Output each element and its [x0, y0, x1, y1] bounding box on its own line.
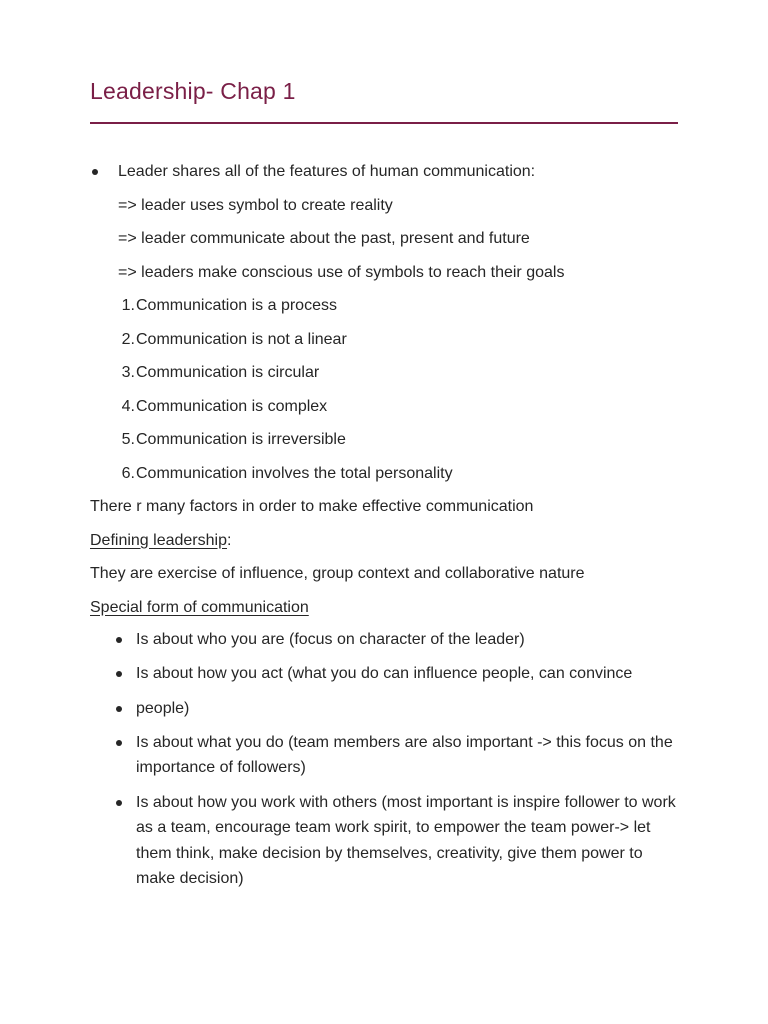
list-item	[90, 730, 682, 781]
bullet-icon	[90, 158, 118, 192]
list-item	[90, 696, 682, 722]
item-text: Communication is a process	[136, 297, 337, 314]
item-number: 2.	[121, 330, 135, 348]
defining-heading: Defining leadership	[90, 531, 227, 549]
list-item-text: Is about what you do (team members are also important -> this focus on the importance of followers)	[136, 733, 673, 777]
numbered-item	[90, 292, 682, 326]
list-item-text: Is about how you work with others (most important is inspire follower to work as a team, encourage team work spirit, to empower the team power-> let them think, make decision by themselves, creativity, give them power to make decision)	[136, 793, 676, 888]
item-number: 6.	[121, 464, 135, 482]
sub-line: => leader uses symbol to create reality	[118, 196, 393, 214]
sub-line: => leaders make conscious use of symbols to reach their goals	[118, 263, 565, 281]
title-divider	[90, 122, 678, 124]
item-text: Communication involves the total personality	[136, 464, 453, 482]
item-number: 5.	[121, 431, 135, 448]
special-bullet-list	[90, 627, 682, 892]
bullet-icon	[90, 790, 136, 892]
numbered-item	[90, 460, 682, 494]
numbered-item	[90, 359, 682, 393]
list-item	[90, 661, 682, 687]
list-item	[90, 790, 682, 892]
bullet-icon	[90, 661, 136, 687]
sub-line: => leader communicate about the past, present and future	[118, 230, 530, 247]
special-heading: Special form of communication	[90, 598, 309, 616]
factors-paragraph: There r many factors in order to make effective communication	[90, 498, 534, 515]
document-title: Leadership- Chap 1	[90, 78, 296, 104]
list-item-text: people)	[136, 699, 190, 717]
special-heading-line	[90, 594, 682, 628]
item-text: Communication is not a linear	[136, 330, 347, 348]
item-number: 3.	[121, 364, 135, 381]
bullet-icon	[90, 730, 136, 781]
intro-bullet-item	[90, 158, 682, 192]
item-text: Communication is complex	[136, 397, 328, 415]
bullet-icon	[90, 696, 136, 722]
intro-bullet-text: Leader shares all of the features of human communication:	[118, 163, 536, 180]
list-item-text: Is about how you act (what you do can influence people, can convince	[136, 665, 633, 683]
document-body	[90, 158, 682, 900]
numbered-item	[90, 393, 682, 427]
item-text: Communication is circular	[136, 364, 320, 381]
defining-paragraph: They are exercise of influence, group context and collaborative nature	[90, 565, 585, 582]
defining-colon: :	[226, 531, 232, 549]
numbered-item	[90, 426, 682, 460]
item-number: 1.	[121, 297, 135, 314]
bullet-icon	[90, 627, 136, 653]
defining-heading-line	[90, 527, 682, 561]
list-item	[90, 627, 682, 653]
list-item-text: Is about who you are (focus on character of the leader)	[136, 631, 525, 648]
numbered-item	[90, 326, 682, 360]
item-text: Communication is irreversible	[136, 431, 346, 448]
item-number: 4.	[121, 397, 135, 415]
